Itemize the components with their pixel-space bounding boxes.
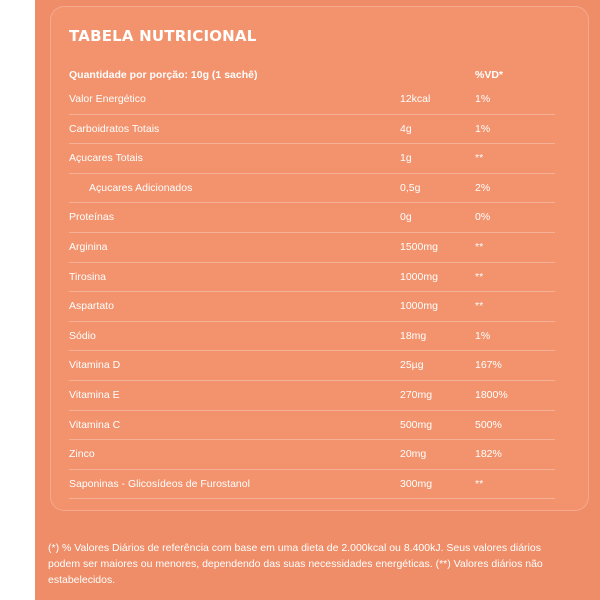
table-row bbox=[69, 233, 555, 263]
nutrient-name: Vitamina D bbox=[69, 359, 121, 372]
table-row bbox=[69, 381, 555, 411]
table-row bbox=[69, 85, 555, 115]
table-title: TABELA NUTRICIONAL bbox=[69, 27, 257, 45]
nutrient-daily-value: 500% bbox=[475, 418, 502, 431]
table-row bbox=[69, 322, 555, 352]
table-row bbox=[69, 263, 555, 293]
nutrient-daily-value: 167% bbox=[475, 359, 502, 372]
nutrient-amount: 270mg bbox=[400, 388, 433, 401]
nutrient-name: Valor Energético bbox=[69, 93, 146, 105]
nutrient-daily-value: ** bbox=[475, 300, 484, 313]
table-row bbox=[69, 292, 555, 322]
footnote: (*) % Valores Diários de referência com base em uma dieta de 2.000kcal ou 8.400kJ. Seus valores diários podem ser maiores ou menores, dependendo das suas necessidades energéticas. (**) Valores diários não estabelecidos. bbox=[48, 542, 543, 586]
nutrient-daily-value: ** bbox=[475, 270, 484, 283]
table-header-row bbox=[69, 69, 539, 85]
table-row bbox=[69, 351, 555, 381]
nutrient-amount: 18mg bbox=[400, 329, 427, 342]
nutrient-amount: 1500mg bbox=[400, 240, 438, 253]
nutrient-amount: 20mg bbox=[400, 448, 427, 461]
nutrient-name: Zinco bbox=[69, 448, 95, 461]
nutrient-name: Tirosina bbox=[69, 270, 106, 283]
nutrient-amount: 0g bbox=[400, 211, 412, 224]
nutrition-panel bbox=[35, 0, 600, 600]
table-row bbox=[69, 115, 555, 145]
nutrient-daily-value: 1% bbox=[475, 122, 491, 135]
table-row bbox=[69, 470, 555, 500]
table-row bbox=[69, 174, 555, 204]
nutrient-daily-value: 1% bbox=[475, 93, 491, 105]
nutrient-daily-value: 1800% bbox=[475, 388, 508, 401]
nutrient-amount: 12kcal bbox=[400, 93, 431, 105]
table-row bbox=[69, 440, 555, 470]
serving-size-label: Quantidade por porção: 10g (1 sachê) bbox=[69, 69, 258, 81]
daily-value-header: %VD* bbox=[475, 69, 504, 81]
nutrient-name: Sódio bbox=[69, 329, 96, 342]
nutrient-name: Aspartato bbox=[69, 300, 114, 313]
nutrient-daily-value: 182% bbox=[475, 448, 502, 461]
nutrient-name: Arginina bbox=[69, 240, 108, 253]
nutrient-daily-value: 1% bbox=[475, 329, 491, 342]
nutrient-amount: 25µg bbox=[400, 359, 424, 372]
nutrient-name: Proteínas bbox=[69, 211, 114, 224]
nutrient-amount: 1g bbox=[400, 152, 412, 165]
nutrient-amount: 300mg bbox=[400, 477, 433, 490]
nutrient-name: Saponinas - Glicosídeos de Furostanol bbox=[69, 477, 250, 490]
nutrient-daily-value: 0% bbox=[475, 211, 491, 224]
nutrient-daily-value: 2% bbox=[475, 181, 491, 194]
nutrient-amount: 1000mg bbox=[400, 300, 438, 313]
nutrient-amount: 0,5g bbox=[400, 181, 421, 194]
nutrient-name: Carboidratos Totais bbox=[69, 122, 160, 135]
nutrient-amount: 1000mg bbox=[400, 270, 438, 283]
nutrient-name: Vitamina E bbox=[69, 388, 120, 401]
table-row bbox=[69, 203, 555, 233]
nutrient-amount: 500mg bbox=[400, 418, 433, 431]
nutrient-name: Açucares Adicionados bbox=[89, 181, 193, 194]
nutrient-daily-value: ** bbox=[475, 240, 484, 253]
nutrient-daily-value: ** bbox=[475, 152, 484, 165]
nutrition-table-card bbox=[50, 6, 589, 511]
nutrient-amount: 4g bbox=[400, 122, 412, 135]
nutrient-name: Vitamina C bbox=[69, 418, 121, 431]
nutrient-list bbox=[69, 85, 555, 499]
nutrient-daily-value: ** bbox=[475, 477, 484, 490]
nutrient-name: Açucares Totais bbox=[69, 152, 143, 165]
table-row bbox=[69, 144, 555, 174]
table-row bbox=[69, 411, 555, 441]
